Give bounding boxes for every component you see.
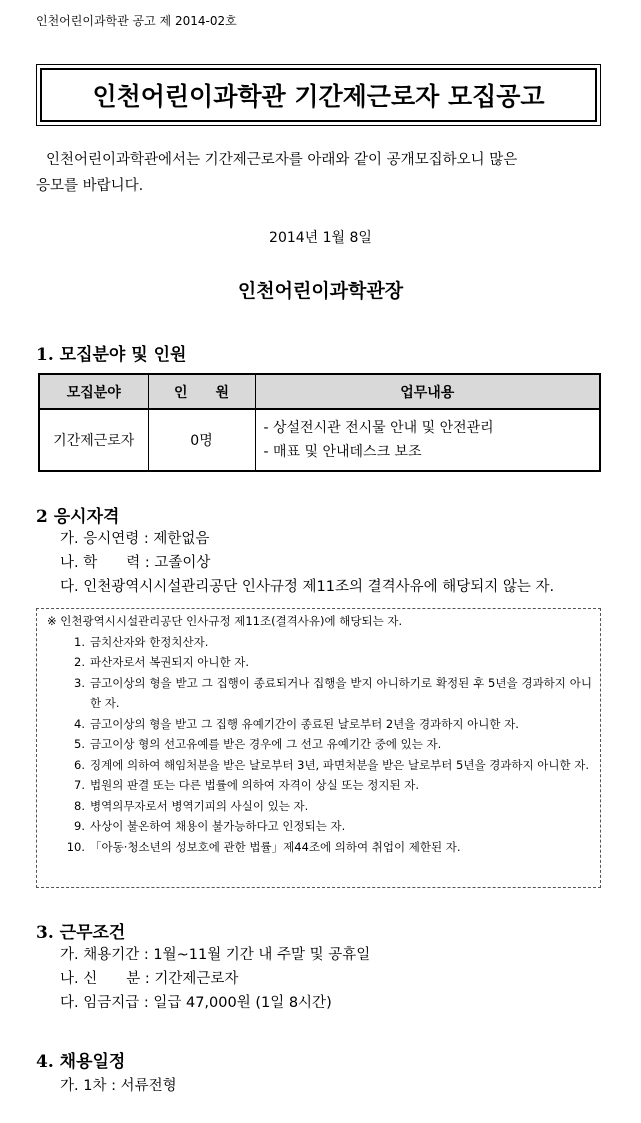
note-heading: ※ 인천광역시시설관리공단 인사규정 제11조(결격사유)에 해당되는 자. [47, 614, 403, 628]
table-header-cell: 모집분야 [39, 374, 148, 409]
note-item: 10. 「아동·청소년의 성보호에 관한 법률」제44조에 의하여 취업이 제한된 자. [66, 839, 461, 854]
intro-line-2: 응모를 바랍니다. [36, 178, 144, 194]
title-box [36, 64, 601, 126]
table-header-cell: 업무내용 [255, 374, 600, 409]
note-item: 7. 법원의 판결 또는 다른 법률에 의하여 자격이 상실 또는 정지된 자. [74, 778, 420, 792]
notice-date: 2014년 1월 8일 [269, 230, 372, 246]
duty-item: - 매표 및 안내데스크 보조 [263, 444, 422, 460]
table-header-row [39, 374, 600, 409]
section-4-heading: 4. 채용일정 [36, 1052, 126, 1072]
recruitment-table [38, 373, 601, 472]
note-item: 3. 금고이상의 형을 받고 그 집행이 종료되거나 집행을 받지 아니하기로 확정된 후 5년을 경과하지 아니한 자. [74, 675, 592, 710]
note-item: 8. 병역의무자로서 병역기피의 사실이 있는 자. [74, 798, 309, 813]
intro-line-1: 인천어린이과학관에서는 기간제근로자를 아래와 같이 공개모집하오니 많은 [46, 152, 518, 168]
notice-number: 인천어린이과학관 공고 제 2014-02호 [36, 14, 237, 28]
field-cell: 기간제근로자 [39, 409, 148, 471]
table-header-cell: 인 원 [148, 374, 255, 409]
note-item: 2. 파산자로서 복권되지 아니한 자. [74, 655, 250, 669]
disqualification-note [36, 608, 601, 888]
list-item: 가. 응시연령 : 제한없음 [60, 531, 210, 547]
qualification-list [60, 527, 554, 599]
conditions-list [60, 943, 370, 1015]
list-item: 가. 1차 : 서류전형 [60, 1078, 177, 1094]
duty-item: - 상설전시관 전시물 안내 및 안전관리 [263, 420, 494, 436]
note-item: 9. 사상이 불온하여 채용이 불가능하다고 인정되는 자. [74, 819, 346, 833]
note-item: 1. 금치산자와 한정치산자. [74, 634, 209, 649]
section-3-heading: 3. 근무조건 [36, 923, 126, 943]
count-cell: 0명 [148, 409, 255, 471]
note-item: 5. 금고이상 형의 선고유예를 받은 경우에 그 선고 유예기간 중에 있는 자. [74, 737, 442, 751]
section-2-heading: 2 응시자격 [36, 507, 120, 527]
duties-cell [255, 409, 600, 471]
section-1-heading: 1. 모집분야 및 인원 [36, 345, 187, 365]
note-item: 6. 징계에 의하여 해임처분을 받은 날로부터 3년, 파면처분을 받은 날로부터 5년을 경과하지 아니한 자. [74, 757, 590, 772]
list-item: 나. 학 력 : 고졸이상 [60, 555, 211, 571]
issuer-name: 인천어린이과학관장 [237, 280, 404, 302]
intro-paragraph [36, 147, 606, 199]
document-title: 인천어린이과학관 기간제근로자 모집공고 [40, 68, 597, 122]
schedule-list [60, 1074, 177, 1098]
note-item: 4. 금고이상의 형을 받고 그 집행 유예기간이 종료된 날로부터 2년을 경과하지 아니한 자. [74, 716, 519, 731]
list-item: 나. 신 분 : 기간제근로자 [60, 971, 239, 987]
list-item: 다. 인천광역시시설관리공단 인사규정 제11조의 결격사유에 해당되지 않는 자. [60, 579, 555, 595]
list-item: 가. 채용기간 : 1월~11월 기간 내 주말 및 공휴일 [60, 947, 371, 963]
table-row [39, 409, 600, 471]
list-item: 다. 임금지급 : 일급 47,000원 (1일 8시간) [60, 995, 332, 1011]
